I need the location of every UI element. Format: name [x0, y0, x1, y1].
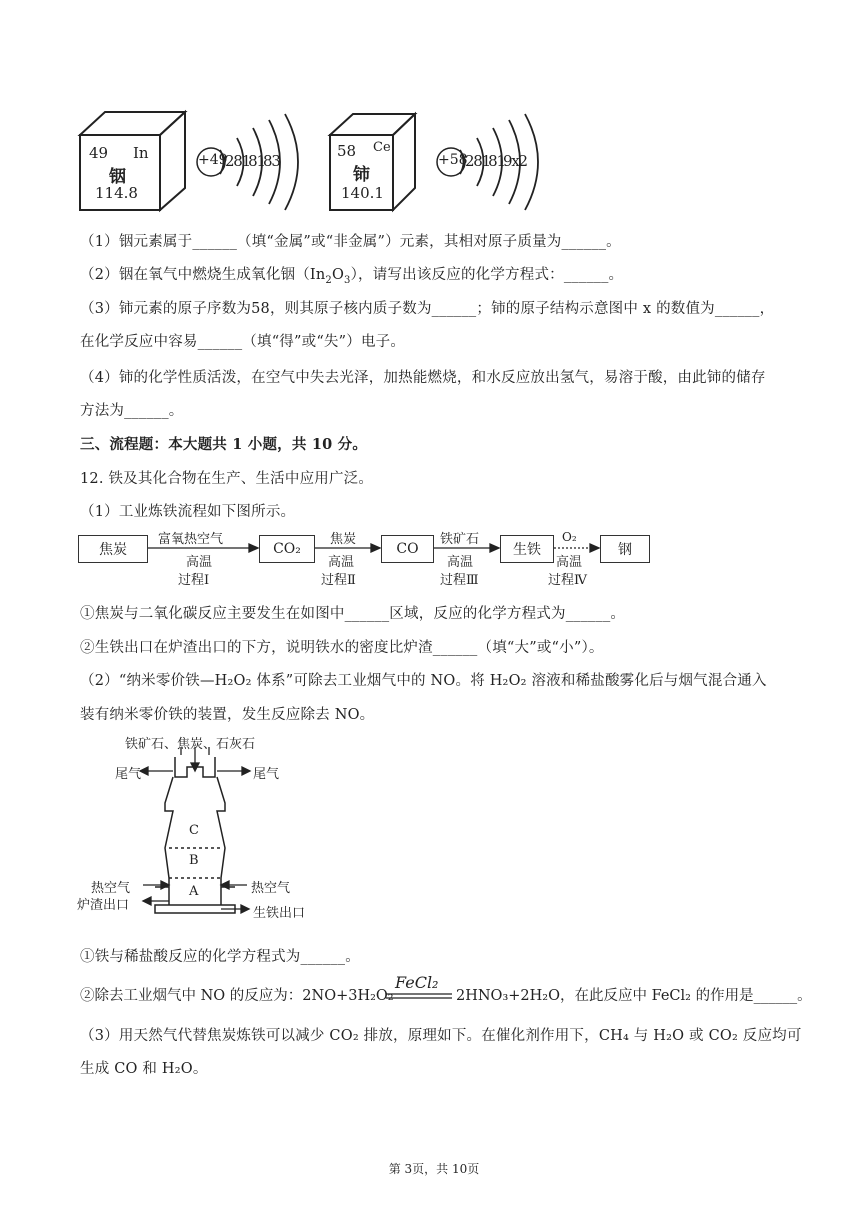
furnace-tail-right: 尾气 — [253, 767, 280, 782]
flow-top-1: 富氧热空气 — [158, 532, 224, 547]
q11-part2-text-a: （2）铟在氧气中燃烧生成氧化铟（In — [80, 267, 326, 283]
flow-top-4: O₂ — [562, 530, 577, 544]
flow-top-3: 铁矿石 — [440, 532, 480, 547]
flow-box-pig-iron: 生铁 — [500, 535, 554, 563]
q11-part2-text-c: ），请写出该反应的化学方程式：______。 — [350, 267, 624, 283]
indium-symbol: In — [133, 144, 149, 162]
flow-box-co: CO — [381, 535, 434, 563]
q11-part2 — [80, 263, 623, 286]
flow-diagram — [78, 528, 658, 588]
furnace-zone-c: C — [189, 823, 199, 838]
flow-mid-1: 高温 — [186, 555, 213, 570]
furnace-slag-outlet: 炉渣出口 — [77, 898, 130, 913]
q11-part3-line1: （3）铈元素的原子序数为58，则其原子核内质子数为______；铈的原子结构示意图中 x 的数值为______， — [80, 301, 775, 317]
q12-intro: 12. 铁及其化合物在生产、生活中应用广泛。 — [80, 471, 374, 487]
indium-number: 49 — [89, 144, 109, 162]
furnace-feed: 铁矿石、焦炭、石灰石 — [125, 737, 256, 752]
cerium-number: 58 — [337, 142, 357, 160]
furnace-zone-b: B — [189, 853, 199, 868]
cerium-symbol: Ce — [373, 140, 391, 155]
cerium-mass: 140.1 — [341, 184, 384, 202]
furnace-iron-outlet: 生铁出口 — [253, 906, 306, 921]
flow-mid-3: 高温 — [447, 555, 474, 570]
cerium-name: 铈 — [353, 165, 370, 185]
indium-mass: 114.8 — [95, 184, 138, 202]
q11-part2-text-b: O — [331, 267, 345, 283]
indium-nucleus: +49 — [198, 152, 228, 168]
q12-sub1: ①焦炭与二氧化碳反应主要发生在如图中______区域，反应的化学方程式为______。 — [80, 606, 626, 622]
q11-part2-sub-a: 2 — [325, 274, 332, 286]
q11-part4-line1: （4）铈的化学性质活泼，在空气中失去光泽，加热能燃烧，和水反应放出氢气，易溶于酸，由此铈的储存 — [80, 370, 766, 386]
flow-box-steel: 钢 — [600, 535, 650, 563]
furnace-hot-air-right: 热空气 — [251, 881, 291, 896]
q11-part1: （1）铟元素属于______（填“金属”或“非金属”）元素，其相对原子质量为______。 — [80, 234, 621, 250]
q11-part2-sub-b: 3 — [344, 274, 351, 286]
flow-bottom-1: 过程Ⅰ — [178, 573, 210, 588]
q12-sub4-left: ②除去工业烟气中 NO 的反应为：2NO+3H₂O₂ — [80, 988, 394, 1004]
cerium-nucleus: +58 — [438, 152, 468, 168]
q12-sub4-catalyst: FeCl₂ — [395, 973, 439, 992]
equals-sign — [386, 992, 452, 1000]
flow-box-coke: 焦炭 — [78, 535, 148, 563]
blast-furnace-diagram — [77, 733, 315, 928]
flow-box-co2: CO₂ — [259, 535, 315, 563]
element-figure — [75, 100, 575, 220]
q12-part3-line2: 生成 CO 和 H₂O。 — [80, 1061, 208, 1077]
cerium-shells-label: 2 8 18 19 x 2 — [465, 152, 526, 170]
furnace-hot-air-left: 热空气 — [91, 881, 131, 896]
furnace-zone-a: A — [189, 884, 199, 899]
q11-part3-line2: 在化学反应中容易______（填“得”或“失”）电子。 — [80, 334, 406, 350]
flow-bottom-2: 过程Ⅱ — [321, 573, 356, 588]
indium-shells-label: 2 8 18 18 3 — [225, 152, 278, 170]
section-heading: 三、流程题：本大题共 1 小题，共 10 分。 — [80, 436, 368, 453]
flow-bottom-3: 过程Ⅲ — [440, 573, 479, 588]
q12-part2-line1: （2）“纳米零价铁—H₂O₂ 体系”可除去工业烟气中的 NO。将 H₂O₂ 溶液和稀盐酸雾化后与烟气混合通入 — [80, 673, 767, 689]
q12-sub4 — [80, 973, 812, 1009]
flow-top-2: 焦炭 — [330, 532, 357, 547]
q12-part1: （1）工业炼铁流程如下图所示。 — [80, 504, 296, 520]
q12-part2-line2: 装有纳米零价铁的装置，发生反应除去 NO。 — [80, 707, 375, 723]
q11-part4-line2: 方法为______。 — [80, 403, 184, 419]
flow-mid-2: 高温 — [328, 555, 355, 570]
q12-sub3: ①铁与稀盐酸反应的化学方程式为______。 — [80, 949, 360, 965]
page-footer: 第 3页，共 10页 — [388, 1162, 480, 1176]
indium-name: 铟 — [109, 167, 126, 187]
q12-sub4-right: 2HNO₃+2H₂O，在此反应中 FeCl₂ 的作用是______。 — [456, 988, 812, 1004]
flow-bottom-4: 过程Ⅳ — [548, 573, 587, 588]
flow-mid-4: 高温 — [556, 555, 583, 570]
q12-sub2: ②生铁出口在炉渣出口的下方，说明铁水的密度比炉渣______（填“大”或“小”）。 — [80, 640, 604, 656]
q12-part3-line1: （3）用天然气代替焦炭炼铁可以减少 CO₂ 排放，原理如下。在催化剂作用下，CH₄ 与 H₂O 或 CO₂ 反应均可 — [80, 1028, 802, 1044]
furnace-tail-left: 尾气 — [115, 767, 142, 782]
